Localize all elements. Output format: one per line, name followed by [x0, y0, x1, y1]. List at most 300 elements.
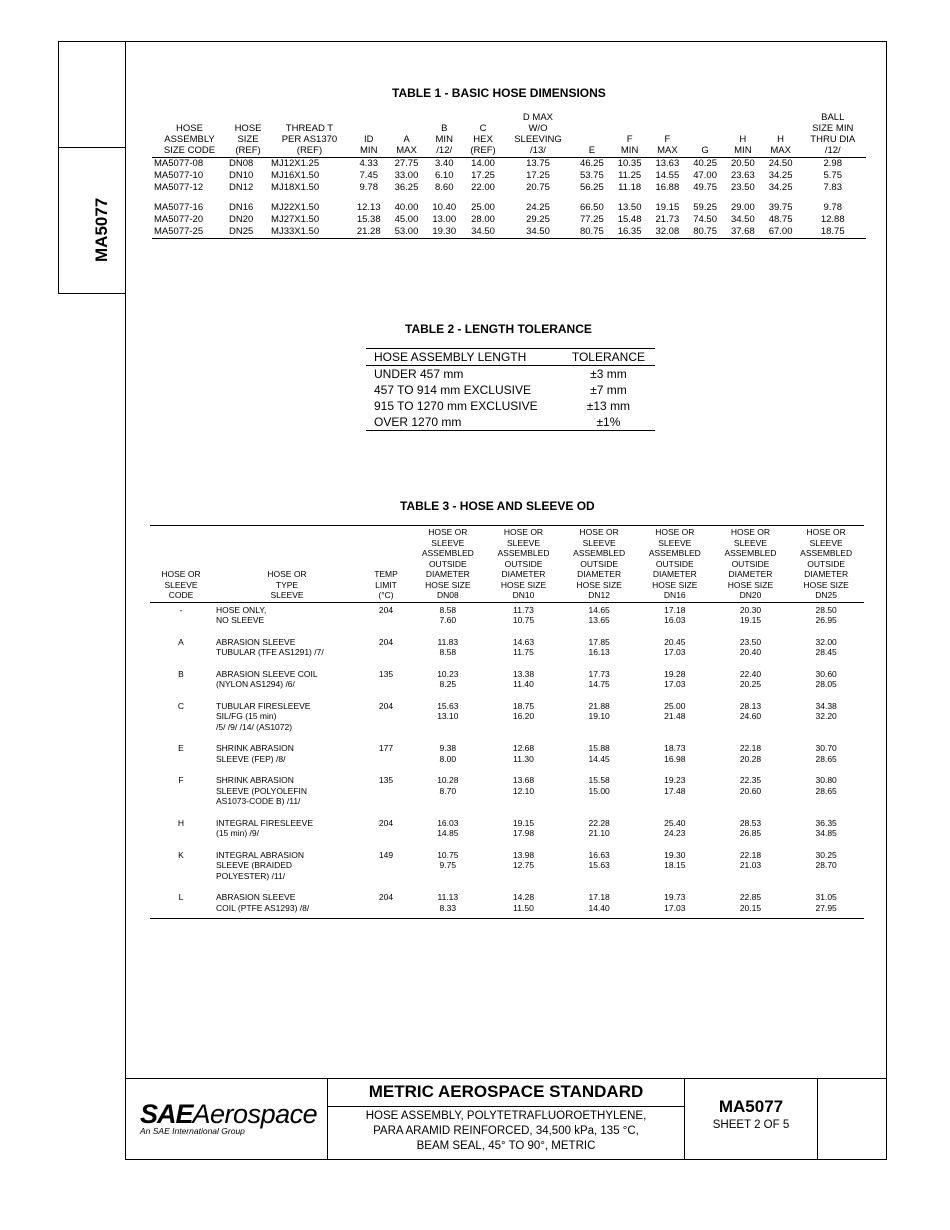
table1-header-cell [227, 112, 269, 158]
outside-diameter-cell [410, 626, 486, 658]
table1-header-line: BALL [821, 112, 845, 123]
diameter-value-line: 7.60 [439, 615, 457, 625]
diameter-value-line: 22.28 [588, 817, 610, 828]
outside-diameter-cell [561, 690, 637, 733]
diameter-value-line: 20.60 [739, 785, 762, 796]
table3-header-line: HOSE OR [730, 527, 771, 537]
diameter-value-line: 13.68 [512, 775, 535, 785]
table1-cell: 9.78 [359, 182, 378, 193]
table1-cell: 22.00 [471, 182, 495, 193]
document-number: MA5077 [718, 1097, 784, 1116]
table1-cell: 34.50 [730, 214, 755, 225]
table1-cell: 12.13 [356, 202, 381, 213]
diameter-value-line: 32.20 [815, 711, 837, 721]
table1-header-line: HEX [473, 134, 493, 145]
diameter-value-line: 11.50 [513, 902, 534, 913]
outside-diameter-cell [561, 602, 637, 626]
table-row [152, 194, 866, 214]
sleeve-type-cell [212, 881, 362, 919]
table1-header-line: /13/ [530, 145, 546, 156]
sleeve-type-line: ABRASION SLEEVE COIL [216, 668, 318, 679]
sheet-number: SHEET 2 OF 5 [712, 1119, 790, 1131]
table-row [150, 732, 864, 764]
table3-header-line: OUTSIDE [428, 558, 467, 569]
table3-header-line: OUTSIDE [807, 558, 846, 569]
table1-cell: 34.25 [768, 182, 793, 193]
diameter-value-line: 19.28 [664, 668, 686, 679]
table1-cell: 40.25 [693, 158, 717, 169]
diameter-value-line: 22.35 [739, 775, 762, 785]
table1-cell: 13.50 [617, 202, 642, 213]
table3-header-line: LIMIT [375, 579, 397, 590]
table3-header-line: DIAMETER [577, 569, 622, 579]
diameter-value-line: 30.70 [815, 743, 837, 753]
diameter-value-line: 24.60 [739, 711, 762, 721]
document-number-cell [685, 1079, 818, 1159]
diameter-value-line: 17.18 [664, 604, 686, 615]
table1-header-line: SIZE MIN [812, 123, 854, 134]
table2-tolerance-cell: ±7 mm [590, 383, 627, 397]
diameter-value-line: 14.63 [512, 636, 535, 647]
diameter-value-line: 21.03 [739, 860, 762, 870]
table1-header-line: MIN [734, 145, 752, 156]
table1-cell: MA5077-12 [154, 182, 204, 193]
table1-cell: 39.75 [768, 202, 793, 213]
outside-diameter-cell [561, 626, 637, 658]
diameter-value-line: 17.03 [664, 679, 686, 689]
logo-subtitle: An SAE International Group [140, 1126, 245, 1136]
table3-header-line: HOSE OR [806, 527, 846, 537]
table3-header-line: DN20 [739, 590, 762, 600]
table3-header-cell [713, 526, 789, 603]
table1-header-line: B [441, 123, 448, 134]
table1-header-cell [152, 112, 227, 158]
table1-header-line: MIN [435, 134, 453, 145]
outside-diameter-cell [410, 732, 486, 764]
diameter-value-line: 13.38 [512, 668, 535, 679]
table2-tolerance-cell: ±1% [560, 414, 655, 431]
table1-cell: 20.75 [526, 182, 550, 193]
diameter-value-line: 27.95 [815, 902, 837, 913]
outside-diameter-cell [486, 881, 562, 919]
diameter-value-line: 34.85 [815, 828, 837, 838]
diameter-value-line: 21.88 [588, 700, 610, 711]
outside-diameter-cell [486, 626, 562, 658]
table1-cell: DN16 [229, 202, 254, 213]
temp-limit-cell: 177 [378, 743, 394, 753]
table2-tolerance-cell: ±3 mm [590, 367, 627, 381]
table1-header-cell [799, 112, 866, 158]
table1-cell: MA5077-20 [154, 214, 204, 225]
temp-limit-cell: 149 [378, 849, 394, 860]
table1-header-line: THRU DIA [810, 134, 856, 145]
diameter-value-line: 24.23 [664, 828, 686, 838]
sleeve-type-line: (NYLON AS1294) /6/ [216, 679, 295, 689]
table1-header-line: SIZE [237, 134, 259, 145]
diameter-value-line: 12.10 [512, 785, 535, 796]
outside-diameter-cell [637, 764, 713, 807]
table1-cell: 27.75 [394, 158, 419, 169]
diameter-value-line: 11.83 [437, 636, 459, 647]
diameter-value-line: 25.00 [664, 700, 686, 711]
table1-cell: DN20 [229, 214, 254, 225]
diameter-value-line: 20.45 [664, 636, 686, 647]
diameter-value-line: 11.75 [513, 647, 534, 657]
table3-header-line: HOSE SIZE [576, 579, 622, 590]
outside-diameter-cell [410, 658, 486, 690]
diameter-value-line: 20.40 [739, 647, 762, 657]
outside-diameter-cell [637, 807, 713, 839]
table-row [152, 226, 866, 239]
outside-diameter-cell [410, 839, 486, 882]
table3-header-line: (°C) [378, 590, 394, 600]
table1-cell: 24.25 [526, 202, 550, 213]
table2-length-tolerance [366, 348, 655, 431]
table3-header-line: HOSE OR [655, 527, 695, 537]
outside-diameter-cell [713, 881, 789, 919]
table1-cell: 56.25 [579, 182, 604, 193]
diameter-value-line: 19.30 [664, 849, 686, 860]
table1-cell: 40.00 [394, 202, 419, 213]
table-row [366, 398, 655, 414]
table1-header-cell [648, 112, 686, 158]
table1-header-line: THREAD T [285, 123, 334, 134]
table1-header-line: W/O [528, 123, 548, 134]
diameter-value-line: 19.15 [739, 615, 762, 625]
table1-header-line: (REF) [470, 145, 496, 156]
table1-header-cell [425, 112, 463, 158]
diameter-value-line: 13.98 [512, 849, 535, 860]
table1-cell: MJ18X1.50 [271, 182, 320, 193]
side-tab-divider [59, 147, 126, 148]
table3-header-line: SLEEVE [658, 537, 692, 548]
sleeve-code-cell: H [177, 817, 185, 828]
table1-cell: MA5077-25 [152, 226, 227, 239]
table1-cell: 6.10 [434, 170, 454, 181]
table3-header-line: DIAMETER [652, 569, 697, 579]
table1-cell: MJ33X1.50 [269, 226, 350, 239]
table3-header-line: DN10 [512, 590, 535, 600]
outside-diameter-cell [486, 658, 562, 690]
sleeve-code-cell: F [178, 775, 184, 785]
table2-length-cell: 915 TO 1270 mm EXCLUSIVE [374, 399, 538, 413]
table1-cell: 45.00 [394, 214, 419, 225]
table1-cell: 18.75 [799, 226, 866, 239]
table-row [150, 839, 864, 882]
sleeve-type-line: TUBULAR FIRESLEEVE [216, 700, 311, 711]
sleeve-code-cell: E [178, 743, 184, 753]
outside-diameter-cell [788, 690, 864, 733]
outside-diameter-cell [410, 690, 486, 733]
outside-diameter-cell [713, 732, 789, 764]
table1-cell: 7.83 [823, 182, 842, 193]
table3-header-line: SLEEVE [506, 537, 541, 548]
table1-cell: MJ27X1.50 [271, 214, 320, 225]
table3-header-line: SLEEVE [582, 537, 616, 548]
table1-cell: 19.30 [425, 226, 463, 239]
outside-diameter-cell [486, 764, 562, 807]
sleeve-type-line: INTEGRAL FIRESLEEVE [216, 817, 313, 828]
outside-diameter-cell [713, 658, 789, 690]
table1-header-line: F [664, 134, 671, 145]
outside-diameter-cell [637, 839, 713, 882]
table3-header-cell [362, 526, 410, 603]
table1-cell: 21.28 [350, 226, 388, 239]
table1-cell: 11.18 [618, 182, 642, 193]
table1-cell: 14.55 [655, 170, 680, 181]
table1-cell: 10.40 [432, 202, 457, 213]
diameter-value-line: 18.75 [512, 700, 535, 711]
sleeve-type-line: SHRINK ABRASION [216, 743, 294, 753]
sleeve-type-line: ABRASION SLEEVE [216, 892, 296, 902]
table3-header-cell [788, 526, 864, 603]
table3-header-line: HOSE SIZE [727, 579, 774, 590]
table1-cell: 80.75 [573, 226, 611, 239]
table1-cell: 36.25 [394, 182, 419, 193]
diameter-value-line: 30.25 [815, 849, 837, 860]
description-line-1: HOSE ASSEMBLY, POLYTETRAFLUOROETHYLENE, [365, 1110, 647, 1122]
diameter-value-line: 11.73 [513, 604, 534, 615]
table2-length-cell: UNDER 457 mm [374, 367, 464, 381]
outside-diameter-cell [561, 881, 637, 919]
table1-header-cell [269, 112, 350, 158]
table1-cell: 53.75 [579, 170, 604, 181]
table1-cell: 4.33 [359, 158, 378, 169]
outside-diameter-cell [713, 690, 789, 733]
table3-header-cell [150, 526, 212, 603]
table3-header-line: DN25 [815, 590, 837, 600]
logo-cell [125, 1079, 328, 1159]
outside-diameter-cell [788, 602, 864, 626]
table-row [366, 366, 655, 383]
sleeve-type-cell [212, 732, 362, 764]
table3-header-line: HOSE OR [161, 569, 201, 579]
diameter-value-line: 21.10 [588, 828, 610, 838]
standard-description [328, 1109, 684, 1154]
table3-hose-and-sleeve-od [150, 525, 864, 919]
table1-cell: 15.38 [356, 214, 381, 225]
table-row [366, 382, 655, 398]
outside-diameter-cell [713, 764, 789, 807]
diameter-value-line: 28.70 [815, 860, 837, 870]
diameter-value-line: 16.20 [512, 711, 535, 721]
diameter-value-line: 12.68 [512, 743, 535, 753]
table1-header-line: PER AS1370 [281, 134, 338, 145]
table1-header-line: (REF) [235, 145, 261, 156]
table1-cell: 11.25 [618, 170, 642, 181]
sleeve-type-line: SLEEVE (POLYOLEFIN [216, 785, 308, 796]
table1-cell: 77.25 [579, 214, 604, 225]
sleeve-code-cell: C [177, 700, 185, 711]
table1-header-line: MAX [657, 145, 678, 156]
table1-header-line: /12/ [824, 145, 841, 156]
table-row [152, 182, 866, 194]
diameter-value-line: 21.48 [664, 711, 686, 721]
table1-cell: 13.00 [432, 214, 457, 225]
outside-diameter-cell [788, 626, 864, 658]
table1-cell: 13.75 [526, 158, 550, 169]
table3-header-line: SLEEVE [431, 537, 465, 548]
outside-diameter-cell [788, 807, 864, 839]
sleeve-type-line: SHRINK ABRASION [216, 775, 294, 785]
diameter-value-line: 17.73 [588, 668, 610, 679]
title-block [125, 1078, 887, 1160]
table1-cell: DN08 [229, 158, 254, 169]
table2-length-cell: 457 TO 914 mm EXCLUSIVE [374, 383, 531, 397]
table1-cell: 74.50 [693, 214, 717, 225]
table1-cell: 80.75 [686, 226, 724, 239]
table3-header-line: HOSE OR [428, 527, 468, 537]
sleeve-type-line: ABRASION SLEEVE [216, 636, 296, 647]
temp-limit-cell: 135 [378, 668, 394, 679]
diameter-value-line: 22.18 [739, 849, 762, 860]
blank-cell [818, 1079, 887, 1159]
outside-diameter-cell [410, 807, 486, 839]
table3-header-line: ASSEMBLED [724, 548, 777, 558]
table1-cell: 28.00 [471, 214, 495, 225]
table1-caption: TABLE 1 - BASIC HOSE DIMENSIONS [392, 86, 606, 100]
sleeve-type-line: (15 min) /9/ [216, 828, 259, 838]
table1-cell: 53.00 [388, 226, 426, 239]
table3-header-cell [410, 526, 486, 603]
table1-cell: MA5077-10 [154, 170, 204, 181]
table1-cell: MJ22X1.50 [271, 202, 320, 213]
sleeve-type-line: SLEEVE (BRAIDED [216, 860, 293, 870]
diameter-value-line: 25.40 [664, 817, 686, 828]
table1-cell: 23.63 [730, 170, 755, 181]
table3-header-row [150, 526, 864, 603]
table3-header-line: DIAMETER [425, 569, 470, 579]
table3-header-line: ASSEMBLED [573, 548, 626, 558]
diameter-value-line: 10.28 [437, 775, 459, 785]
table3-header-line: HOSE SIZE [803, 579, 849, 590]
table1-header-cell [388, 112, 426, 158]
diameter-value-line: 14.40 [588, 902, 610, 913]
table-row [152, 170, 866, 182]
table2-tolerance-cell: ±13 mm [586, 399, 631, 413]
table1-header-cell [573, 112, 611, 158]
table1-header-line: C [479, 123, 487, 134]
diameter-value-line: 10.75 [512, 615, 535, 625]
temp-limit-cell: 135 [378, 775, 394, 785]
table1-cell: 66.50 [579, 202, 604, 213]
table1-header-line: E [588, 145, 596, 156]
diameter-value-line: 18.15 [664, 860, 686, 870]
table1-cell: 48.75 [768, 214, 793, 225]
diameter-value-line: 20.28 [739, 753, 762, 764]
diameter-value-line: 36.35 [815, 817, 837, 828]
table3-caption: TABLE 3 - HOSE AND SLEEVE OD [400, 499, 595, 513]
diameter-value-line: 17.03 [664, 902, 686, 913]
table1-header-cell [611, 112, 649, 158]
table1-cell: 2.98 [823, 158, 842, 169]
sleeve-type-line: SIL/FG (15 min) [216, 711, 277, 721]
diameter-value-line: 28.65 [815, 785, 837, 796]
diameter-value-line: 17.03 [664, 647, 686, 657]
outside-diameter-cell [637, 881, 713, 919]
sleeve-type-line: COIL (PTFE AS1293) /8/ [216, 902, 310, 913]
table1-cell: 67.00 [762, 226, 800, 239]
table2-header-tolerance: TOLERANCE [560, 349, 655, 366]
diameter-value-line: 15.63 [437, 700, 459, 711]
table1-header-cell [724, 112, 762, 158]
table1-cell: 34.50 [503, 226, 573, 239]
table1-header-line: ASSEMBLY [164, 134, 215, 145]
table1-header-cell [686, 112, 724, 158]
table3-header-line: DIAMETER [728, 569, 773, 579]
diameter-value-line: 8.00 [439, 753, 457, 764]
diameter-value-line: 26.95 [815, 615, 837, 625]
outside-diameter-cell [713, 807, 789, 839]
table1-cell: 24.50 [768, 158, 793, 169]
table1-cell: 34.25 [768, 170, 793, 181]
diameter-value-line: 20.25 [739, 679, 762, 689]
table1-header-line: G [701, 145, 709, 156]
diameter-value-line: 28.05 [815, 679, 837, 689]
diameter-value-line: 12.75 [512, 860, 535, 870]
table1-header-line: MAX [396, 145, 417, 156]
diameter-value-line: 23.50 [739, 636, 762, 647]
diameter-value-line: 8.33 [439, 902, 457, 913]
diameter-value-line: 19.15 [512, 817, 535, 828]
table3-header-line: ASSEMBLED [497, 548, 550, 558]
sleeve-type-cell [212, 839, 362, 882]
table1-cell: 10.35 [617, 158, 642, 169]
table3-header-line: HOSE OR [267, 569, 307, 579]
table1-basic-hose-dimensions [152, 112, 866, 239]
sleeve-type-cell [212, 602, 362, 626]
table3-header-cell [561, 526, 637, 603]
table1-cell: 29.25 [526, 214, 550, 225]
table1-header-line: SIZE CODE [163, 145, 216, 156]
table-row [150, 602, 864, 626]
table3-header-cell [486, 526, 562, 603]
table3-header-line: ASSEMBLED [800, 548, 853, 558]
table1-header-cell [762, 112, 800, 158]
diameter-value-line: 28.53 [739, 817, 762, 828]
table3-header-line: SLEEVE [809, 537, 843, 548]
table1-cell: 59.25 [693, 202, 717, 213]
table-row [150, 626, 864, 658]
table1-header-cell [350, 112, 388, 158]
sleeve-type-line: SLEEVE (FEP) /8/ [216, 753, 286, 764]
table3-header-line: HOSE SIZE [652, 579, 698, 590]
description-line-2: PARA ARAMID REINFORCED, 34,500 kPa, 135 °C, [373, 1125, 639, 1137]
table2-caption: TABLE 2 - LENGTH TOLERANCE [405, 322, 592, 336]
sleeve-type-line: NO SLEEVE [216, 615, 265, 625]
table3-header-line: HOSE SIZE [425, 579, 471, 590]
diameter-value-line: 8.70 [439, 785, 457, 796]
table1-cell: 20.50 [730, 158, 755, 169]
diameter-value-line: 8.58 [439, 647, 457, 657]
diameter-value-line: 10.75 [437, 849, 459, 860]
table3-header-line: HOSE OR [579, 527, 619, 537]
table3-header-line: OUTSIDE [504, 558, 543, 569]
diameter-value-line: 20.30 [739, 604, 762, 615]
table3-header-line: SLEEVE [733, 537, 767, 548]
diameter-value-line: 9.75 [439, 860, 457, 870]
diameter-value-line: 15.00 [588, 785, 610, 796]
diameter-value-line: 17.18 [588, 892, 610, 902]
table1-cell: DN25 [227, 226, 269, 239]
table3-header-line: CODE [168, 590, 194, 600]
table1-header-line: (REF) [296, 145, 323, 156]
table-row [150, 658, 864, 690]
sleeve-type-cell [212, 690, 362, 733]
table1-cell: 17.25 [526, 170, 550, 181]
diameter-value-line: 20.15 [739, 902, 762, 913]
diameter-value-line: 14.75 [588, 679, 610, 689]
